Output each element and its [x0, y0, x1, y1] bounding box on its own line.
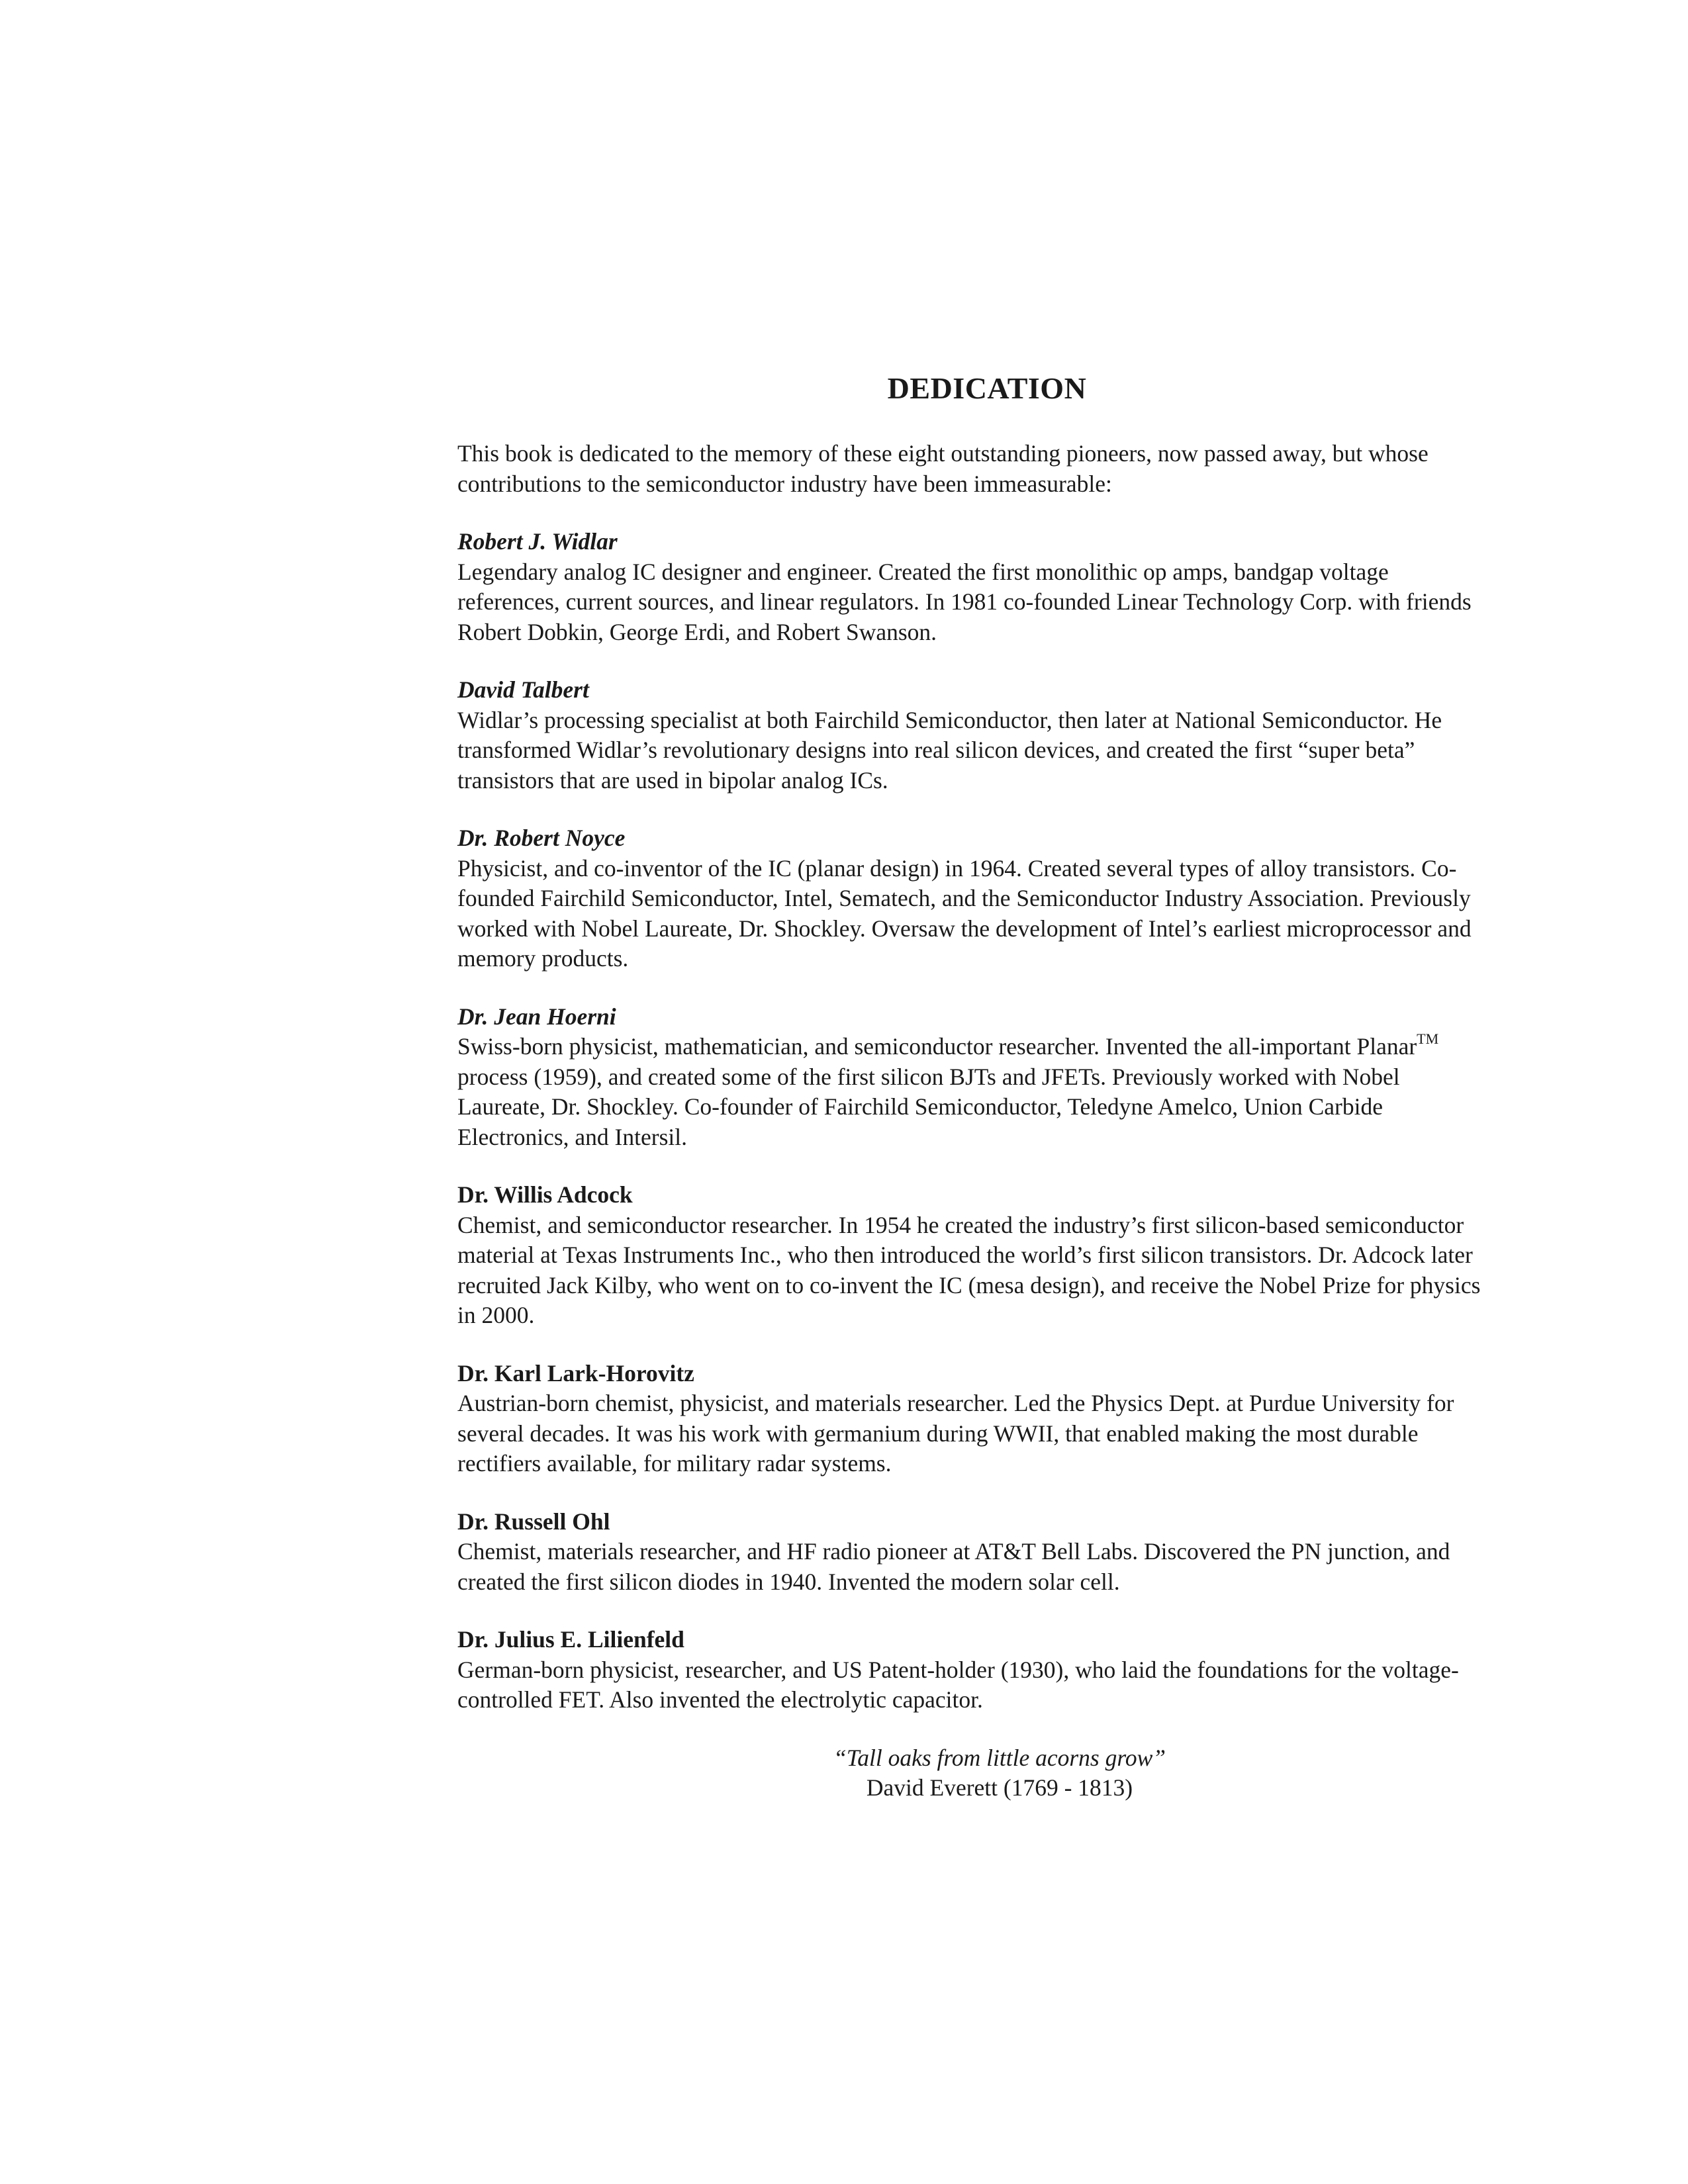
- quote-text: “Tall oaks from little acorns grow”: [833, 1744, 1166, 1771]
- person-bio: Austrian-born chemist, physicist, and materials researcher. Led the Physics Dept. at Purdue University for several decades. It was his work with germanium during WWII, that enabled making the most durable rectifiers available, for military radar systems.: [457, 1390, 1454, 1477]
- person-entry-lark-horovitz: [457, 1359, 1490, 1479]
- person-entry-ohl: [457, 1507, 1490, 1598]
- person-name: Dr. Willis Adcock: [457, 1181, 633, 1208]
- person-name: David Talbert: [457, 676, 589, 703]
- quote-author: David Everett (1769 - 1813): [866, 1774, 1133, 1801]
- person-entry-lilienfeld: [457, 1625, 1490, 1715]
- page-title: DEDICATION: [887, 371, 1087, 405]
- person-bio: Chemist, and semiconductor researcher. In 1954 he created the industry’s first silicon-based semiconductor material at Texas Instruments Inc., who then introduced the world’s first silicon transistors. Dr. Adcock later recruited Jack Kilby, who went on to co-invent the IC (mesa design), and receive the Nobel Prize for physics in 2000.: [457, 1211, 1481, 1328]
- person-bio: German-born physicist, researcher, and US Patent-holder (1930), who laid the foundations for the voltage-controlled FET. Also invented the electrolytic capacitor.: [457, 1656, 1459, 1713]
- person-entry-noyce: [457, 823, 1490, 974]
- person-bio-part: process (1959), and created some of the first silicon BJTs and JFETs. Previously worked with Nobel Laureate, Dr. Shockley. Co-founder of Fairchild Semiconductor, Teledyne Amelco, Union Carbide Electronics, and Intersil.: [457, 1063, 1400, 1150]
- person-bio: Physicist, and co-inventor of the IC (planar design) in 1964. Created several types of alloy transistors. Co-founded Fairchild Semiconductor, Intel, Sematech, and the Semiconductor Industry Association. Previously worked with Nobel Laureate, Dr. Shockley. Oversaw the development of Intel’s earliest microprocessor and memory products.: [457, 854, 1472, 972]
- closing-quote: [457, 1743, 1490, 1803]
- person-entry-talbert: [457, 675, 1490, 796]
- person-name: Dr. Robert Noyce: [457, 825, 626, 851]
- person-bio: Chemist, materials researcher, and HF radio pioneer at AT&T Bell Labs. Discovered the PN junction, and created the first silicon diodes in 1940. Invented the modern solar cell.: [457, 1538, 1450, 1595]
- trademark-superscript: TM: [1417, 1030, 1439, 1048]
- person-bio-part: Swiss-born physicist, mathematician, and semiconductor researcher. Invented the all-important Planar: [457, 1033, 1417, 1060]
- person-name: Robert J. Widlar: [457, 528, 618, 555]
- person-entry-adcock: [457, 1180, 1490, 1331]
- person-name: Dr. Julius E. Lilienfeld: [457, 1626, 684, 1653]
- person-name: Dr. Jean Hoerni: [457, 1003, 616, 1030]
- person-entry-hoerni: [457, 1002, 1490, 1153]
- person-name: Dr. Karl Lark-Horovitz: [457, 1359, 694, 1387]
- person-bio: [457, 1032, 1490, 1152]
- person-bio: Legendary analog IC designer and engineer. Created the first monolithic op amps, bandgap voltage references, current sources, and linear regulators. In 1981 co-founded Linear Technology Corp. with friends Robert Dobkin, George Erdi, and Robert Swanson.: [457, 558, 1472, 645]
- person-name: Dr. Russell Ohl: [457, 1508, 610, 1535]
- dedication-page: [457, 371, 1490, 1803]
- intro-paragraph: This book is dedicated to the memory of these eight outstanding pioneers, now passed away, but whose contributions to the semiconductor industry have been immeasurable:: [457, 440, 1429, 497]
- person-bio: Widlar’s processing specialist at both Fairchild Semiconductor, then later at National Semiconductor. He transformed Widlar’s revolutionary designs into real silicon devices, and created the first “super beta” transistors that are used in bipolar analog ICs.: [457, 706, 1442, 794]
- person-entry-widlar: [457, 527, 1490, 647]
